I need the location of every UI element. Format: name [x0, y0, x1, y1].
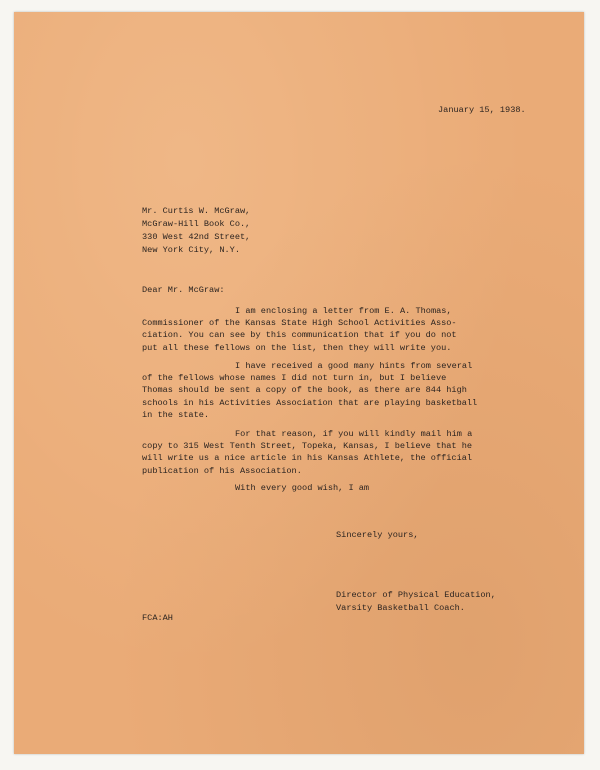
- paragraph-2: [142, 360, 522, 421]
- paragraph-line: Commissioner of the Kansas State High School Activities Asso-: [142, 318, 457, 329]
- signature-title-line-2: Varsity Basketball Coach.: [336, 603, 465, 613]
- paragraph-1: [142, 305, 522, 354]
- paragraph-line: schools in his Activities Association that are playing basketball: [142, 397, 478, 408]
- signature-title-line-1: Director of Physical Education,: [336, 590, 496, 600]
- paragraph-line: With every good wish, I am: [235, 483, 370, 493]
- paragraph-line: I am enclosing a letter from E. A. Thomas,: [235, 306, 452, 316]
- paragraph-line: ciation. You can see by this communication that if you do not: [142, 330, 457, 341]
- letter-date: January 15, 1938.: [438, 105, 526, 115]
- paragraph-line: I have received a good many hints from several: [235, 361, 473, 371]
- paragraph-4: [142, 482, 522, 494]
- paragraph-line: Thomas should be sent a copy of the book, as there are 844 high: [142, 385, 467, 396]
- paragraph-line: put all these fellows on the list, then they will write you.: [142, 342, 452, 353]
- address-line-1: Mr. Curtis W. McGraw,: [142, 206, 251, 216]
- closing: Sincerely yours,: [336, 530, 419, 540]
- paragraph-line: of the fellows whose names I did not turn in, but I believe: [142, 373, 447, 384]
- paragraph-line: will write us a nice article in his Kansas Athlete, the official: [142, 453, 473, 464]
- typist-initials: FCA:AH: [142, 613, 173, 623]
- letter-page: [14, 12, 584, 754]
- address-line-4: New York City, N.Y.: [142, 245, 240, 255]
- paragraph-3: [142, 428, 522, 477]
- address-line-3: 330 West 42nd Street,: [142, 232, 251, 242]
- paragraph-line: publication of his Association.: [142, 465, 302, 476]
- salutation: Dear Mr. McGraw:: [142, 285, 225, 295]
- paragraph-line: For that reason, if you will kindly mail him a: [235, 429, 473, 439]
- paragraph-line: in the state.: [142, 409, 210, 420]
- paragraph-line: copy to 315 West Tenth Street, Topeka, Kansas, I believe that he: [142, 441, 473, 452]
- address-line-2: McGraw-Hill Book Co.,: [142, 219, 251, 229]
